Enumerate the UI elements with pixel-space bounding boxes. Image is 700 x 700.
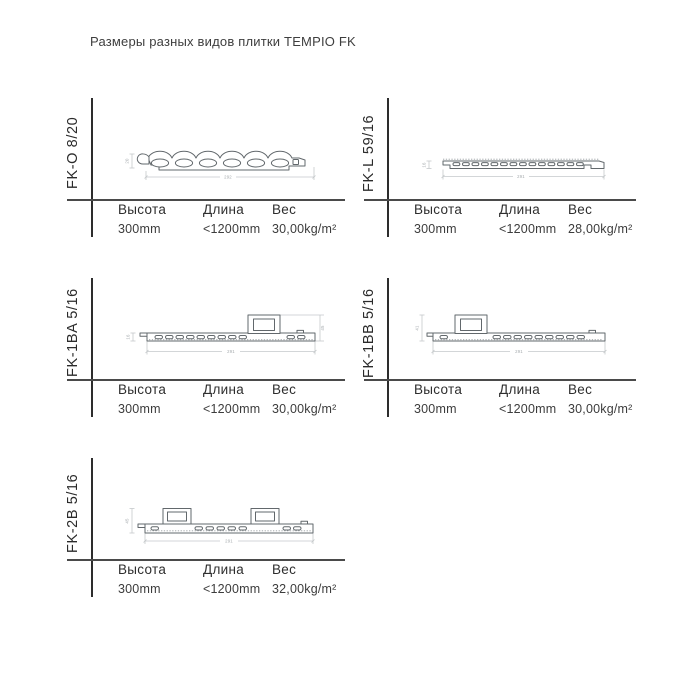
panel-fk-1bb — [358, 275, 670, 425]
value-height: 300mm — [118, 582, 161, 596]
panel-divider-vertical — [387, 98, 389, 237]
value-weight: 30,00kg/m² — [568, 402, 633, 416]
panel-divider-vertical — [91, 278, 93, 417]
dim-width-label: 292 — [224, 174, 232, 180]
panel-divider-horizontal — [364, 379, 636, 381]
panel-divider-horizontal — [67, 559, 345, 561]
col-weight — [272, 382, 337, 416]
profile-outline — [138, 509, 313, 534]
col-height — [118, 382, 166, 416]
value-length: <1200mm — [499, 222, 557, 236]
col-header-weight: Вес — [272, 202, 297, 217]
col-weight — [272, 202, 337, 236]
col-header-length: Длина — [499, 202, 541, 217]
dim-side-label: 16 — [125, 334, 131, 340]
col-header-weight: Вес — [272, 382, 297, 397]
panel-divider-horizontal — [67, 379, 345, 381]
value-length: <1200mm — [203, 582, 261, 596]
profile-drawing-fk-l — [413, 151, 628, 183]
profile-outline — [443, 159, 604, 168]
value-weight: 30,00kg/m² — [272, 402, 337, 416]
value-height: 300mm — [118, 402, 161, 416]
value-weight: 28,00kg/m² — [568, 222, 633, 236]
col-length — [499, 382, 556, 416]
col-header-height: Высота — [118, 382, 167, 397]
panel-label: FK-O 8/20 — [65, 116, 81, 190]
value-length: <1200mm — [203, 222, 261, 236]
value-height: 300mm — [118, 222, 161, 236]
value-height: 300mm — [414, 222, 457, 236]
dim-width-label: 291 — [517, 174, 525, 180]
col-height — [414, 382, 462, 416]
dim-side-label: 16 — [421, 162, 427, 168]
page-title: Размеры разных видов плитки TEMPIO FK — [90, 34, 356, 49]
value-length: <1200mm — [499, 402, 557, 416]
panel-label: FK-2B 5/16 — [65, 473, 81, 553]
dim-side-label: 45 — [124, 518, 130, 524]
col-header-length: Длина — [203, 562, 245, 577]
col-header-length: Длина — [203, 202, 245, 217]
col-height — [118, 562, 166, 596]
col-header-weight: Вес — [568, 202, 593, 217]
dim-side-label: 20 — [124, 158, 130, 164]
col-length — [203, 562, 260, 596]
profile-outline — [137, 151, 305, 170]
profile-outline — [427, 315, 605, 341]
col-header-weight: Вес — [272, 562, 297, 577]
value-weight: 30,00kg/m² — [272, 222, 337, 236]
panel-fk-o — [35, 95, 347, 245]
col-header-weight: Вес — [568, 382, 593, 397]
col-length — [499, 202, 556, 236]
col-height — [118, 202, 166, 236]
panel-label: FK-L 59/16 — [361, 114, 377, 192]
col-length — [203, 202, 260, 236]
panel-divider-vertical — [91, 458, 93, 597]
panel-label: FK-1BB 5/16 — [361, 288, 377, 378]
profile-drawing-fk-1ba — [123, 308, 343, 360]
dim-box-label: 45 — [320, 325, 325, 331]
panel-divider-vertical — [387, 278, 389, 417]
profile-drawing-fk-1bb — [413, 308, 633, 360]
panel-fk-l — [358, 95, 670, 245]
value-weight: 32,00kg/m² — [272, 582, 337, 596]
col-header-height: Высота — [118, 562, 167, 577]
col-weight — [568, 202, 633, 236]
col-header-height: Высота — [414, 202, 463, 217]
panel-fk-2b — [35, 455, 347, 605]
col-weight — [272, 562, 337, 596]
panel-divider-horizontal — [67, 199, 345, 201]
profile-outline — [140, 315, 315, 341]
panel-divider-vertical — [91, 98, 93, 237]
panel-divider-horizontal — [364, 199, 636, 201]
dim-side-label: 41 — [414, 325, 420, 331]
col-header-length: Длина — [499, 382, 541, 397]
col-weight — [568, 382, 633, 416]
col-header-length: Длина — [203, 382, 245, 397]
profile-drawing-fk-o — [123, 143, 323, 187]
col-length — [203, 382, 260, 416]
dim-width-label: 291 — [227, 349, 235, 355]
col-header-height: Высота — [118, 202, 167, 217]
panel-label: FK-1BA 5/16 — [65, 288, 81, 378]
dim-width-label: 291 — [515, 349, 523, 355]
col-header-height: Высота — [414, 382, 463, 397]
col-height — [414, 202, 462, 236]
value-length: <1200mm — [203, 402, 261, 416]
profile-drawing-fk-2b — [123, 495, 343, 547]
dim-width-label: 291 — [225, 538, 233, 544]
value-height: 300mm — [414, 402, 457, 416]
panel-fk-1ba — [35, 275, 347, 425]
